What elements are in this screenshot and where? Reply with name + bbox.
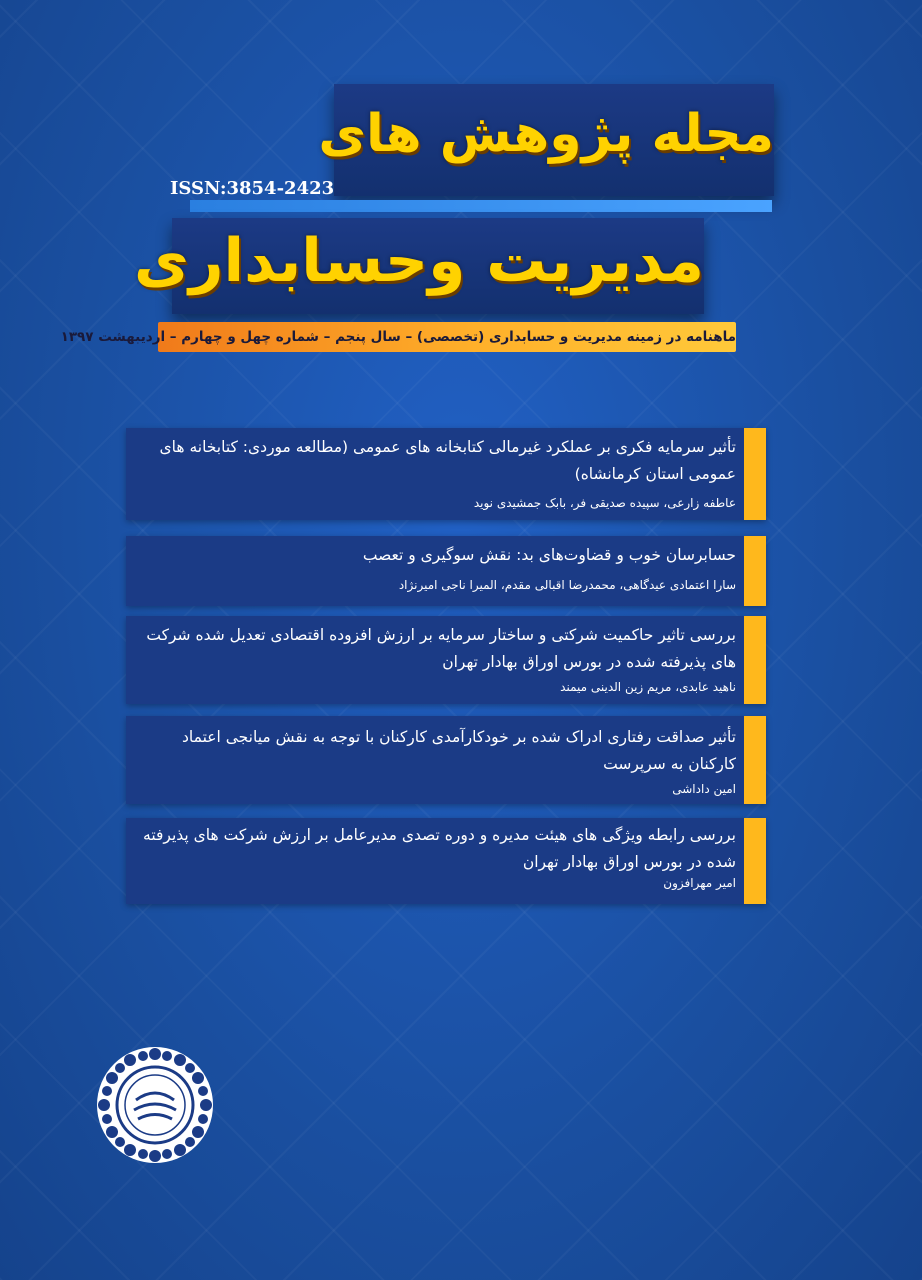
article-accent-bar <box>744 818 766 904</box>
issue-info-band <box>60 322 736 352</box>
issn-label: ISSN:3854-2423 <box>170 178 335 199</box>
article-card-1[interactable] <box>126 428 766 520</box>
article-title[interactable]: تأثیر سرمایه فکری بر عملکرد غیرمالی کتابخانه های عمومی (مطالعه موردی: کتابخانه های عمومی استان کرمانشاه) <box>159 438 736 483</box>
article-accent-bar <box>744 536 766 606</box>
article-title[interactable]: بررسی تاثیر حاکمیت شرکتی و ساختار سرمایه بر ارزش افزوده اقتصادی تعدیل شده شرکت های پذیرفته شده در بورس اوراق بهادار تهران <box>146 626 736 671</box>
article-authors: امیر مهرافزون <box>663 876 736 890</box>
article-accent-bar <box>744 716 766 804</box>
article-title[interactable]: حسابرسان خوب و قضاوت‌های بد: نقش سوگیری و تعصب <box>362 546 736 564</box>
article-title[interactable]: تأثیر صداقت رفتاری ادراک شده بر خودکارآمدی کارکنان با توجه به نقش میانجی اعتماد کارکنان به سرپرست <box>181 728 736 773</box>
masthead-stripe <box>190 200 772 212</box>
article-card-3[interactable] <box>126 616 766 704</box>
article-authors: عاطفه زارعی، سپیده صدیقی فر، بابک جمشیدی نوید <box>473 496 736 510</box>
journal-title-line2: مدیریت وحسابداری <box>134 226 704 296</box>
journal-title-line1: مجله پژوهش های <box>318 104 774 164</box>
article-card-2[interactable] <box>126 536 766 606</box>
issue-info-text: ماهنامه در زمینه مدیریت و حسابداری (تخصصی) – سال پنجم – شماره چهل و چهارم – اردیبهشت ۱۳۹۷ <box>60 329 736 345</box>
article-accent-bar <box>744 616 766 704</box>
article-card-5[interactable] <box>126 818 766 904</box>
institution-seal-icon <box>92 1042 218 1168</box>
article-accent-bar <box>744 428 766 520</box>
article-authors: سارا اعتمادی عیدگاهی، محمدرضا اقبالی مقدم، المیرا ناجی امیرنژاد <box>398 578 736 592</box>
article-title[interactable]: بررسی رابطه ویژگی های هیئت مدیره و دوره تصدی مدیرعامل بر ارزش شرکت های پذیرفته شده در بورس اوراق بهادار تهران <box>143 826 736 871</box>
article-authors: ناهید عابدی، مریم زین الدینی میمند <box>560 680 736 694</box>
article-card-4[interactable] <box>126 716 766 804</box>
article-authors: امین داداشی <box>672 782 736 796</box>
